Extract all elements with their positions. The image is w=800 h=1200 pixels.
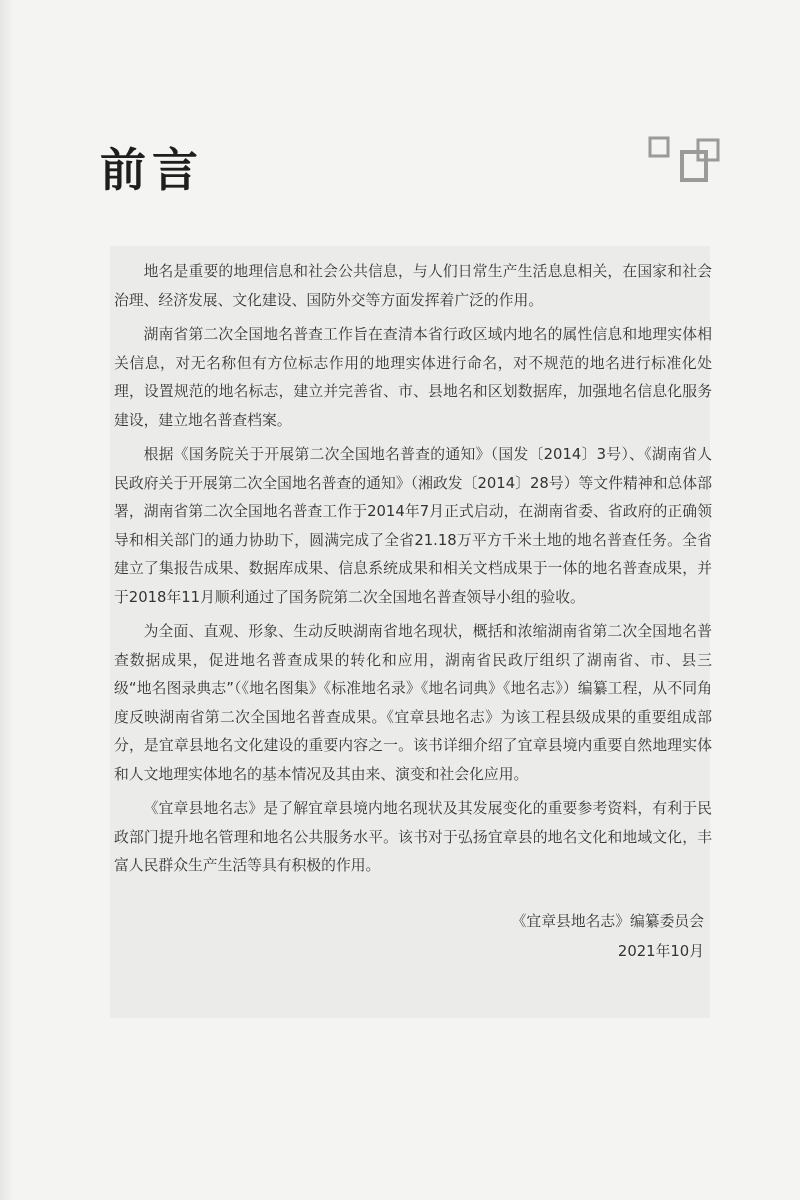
paragraph: 根据《国务院关于开展第二次全国地名普查的通知》（国发〔2014〕3号）、《湖南省人民政府关于开展第二次全国地名普查的通知》（湘政发〔2014〕28号）等文件精神和总体部署，湖南省第二次全国地名普查工作于2014年7月正式启动，在湖南省委、省政府的正确领导和相关部门的通力协助下，圆满完成了全省21.18万平方千米土地的地名普查任务。全省建立了集报告成果、数据库成果、信息系统成果和相关文档成果于一体的地名普查成果，并于2018年11月顺利通过了国务院第二次全国地名普查领导小组的验收。 xyxy=(114,446,712,606)
signature-organization: 《宜章县地名志》编纂委员会 xyxy=(511,913,704,930)
paragraph: 《宜章县地名志》是了解宜章县境内地名现状及其发展变化的重要参考资料，有利于民政部门提升地名管理和地名公共服务水平。该书对于弘扬宜章县的地名文化和地域文化，丰富人民群众生产生活等具有积极的作用。 xyxy=(114,800,712,874)
signature-date: 2021年10月 xyxy=(617,943,704,960)
paragraph: 地名是重要的地理信息和社会公共信息，与人们日常生产生活息息相关，在国家和社会治理、经济发展、文化建设、国防外交等方面发挥着广泛的作用。 xyxy=(114,263,712,309)
preface-body xyxy=(114,258,712,887)
paragraph: 湖南省第二次全国地名普查工作旨在查清本省行政区域内地名的属性信息和地理实体相关信息，对无名称但有方位标志作用的地理实体进行命名，对不规范的地名进行标准化处理，设置规范的地名标志，建立并完善省、市、县地名和区划数据库，加强地名信息化服务建设，建立地名普查档案。 xyxy=(114,326,712,429)
overlapping-squares-icon xyxy=(640,130,730,190)
page-edge-shadow xyxy=(0,0,14,1200)
page-title: 前言 xyxy=(100,143,204,197)
paragraph: 为全面、直观、形象、生动反映湖南省地名现状，概括和浓缩湖南省第二次全国地名普查数据成果，促进地名普查成果的转化和应用，湖南省民政厅组织了湖南省、市、县三级“地名图录典志”（《地名图集》《标准地名录》《地名词典》《地名志》）编纂工程，从不同角度反映湖南省第二次全国地名普查成果。《宜章县地名志》为该工程县级成果的重要组成部分，是宜章县地名文化建设的重要内容之一。该书详细介绍了宜章县境内重要自然地理实体和人文地理实体地名的基本情况及其由来、演变和社会化应用。 xyxy=(114,623,712,783)
